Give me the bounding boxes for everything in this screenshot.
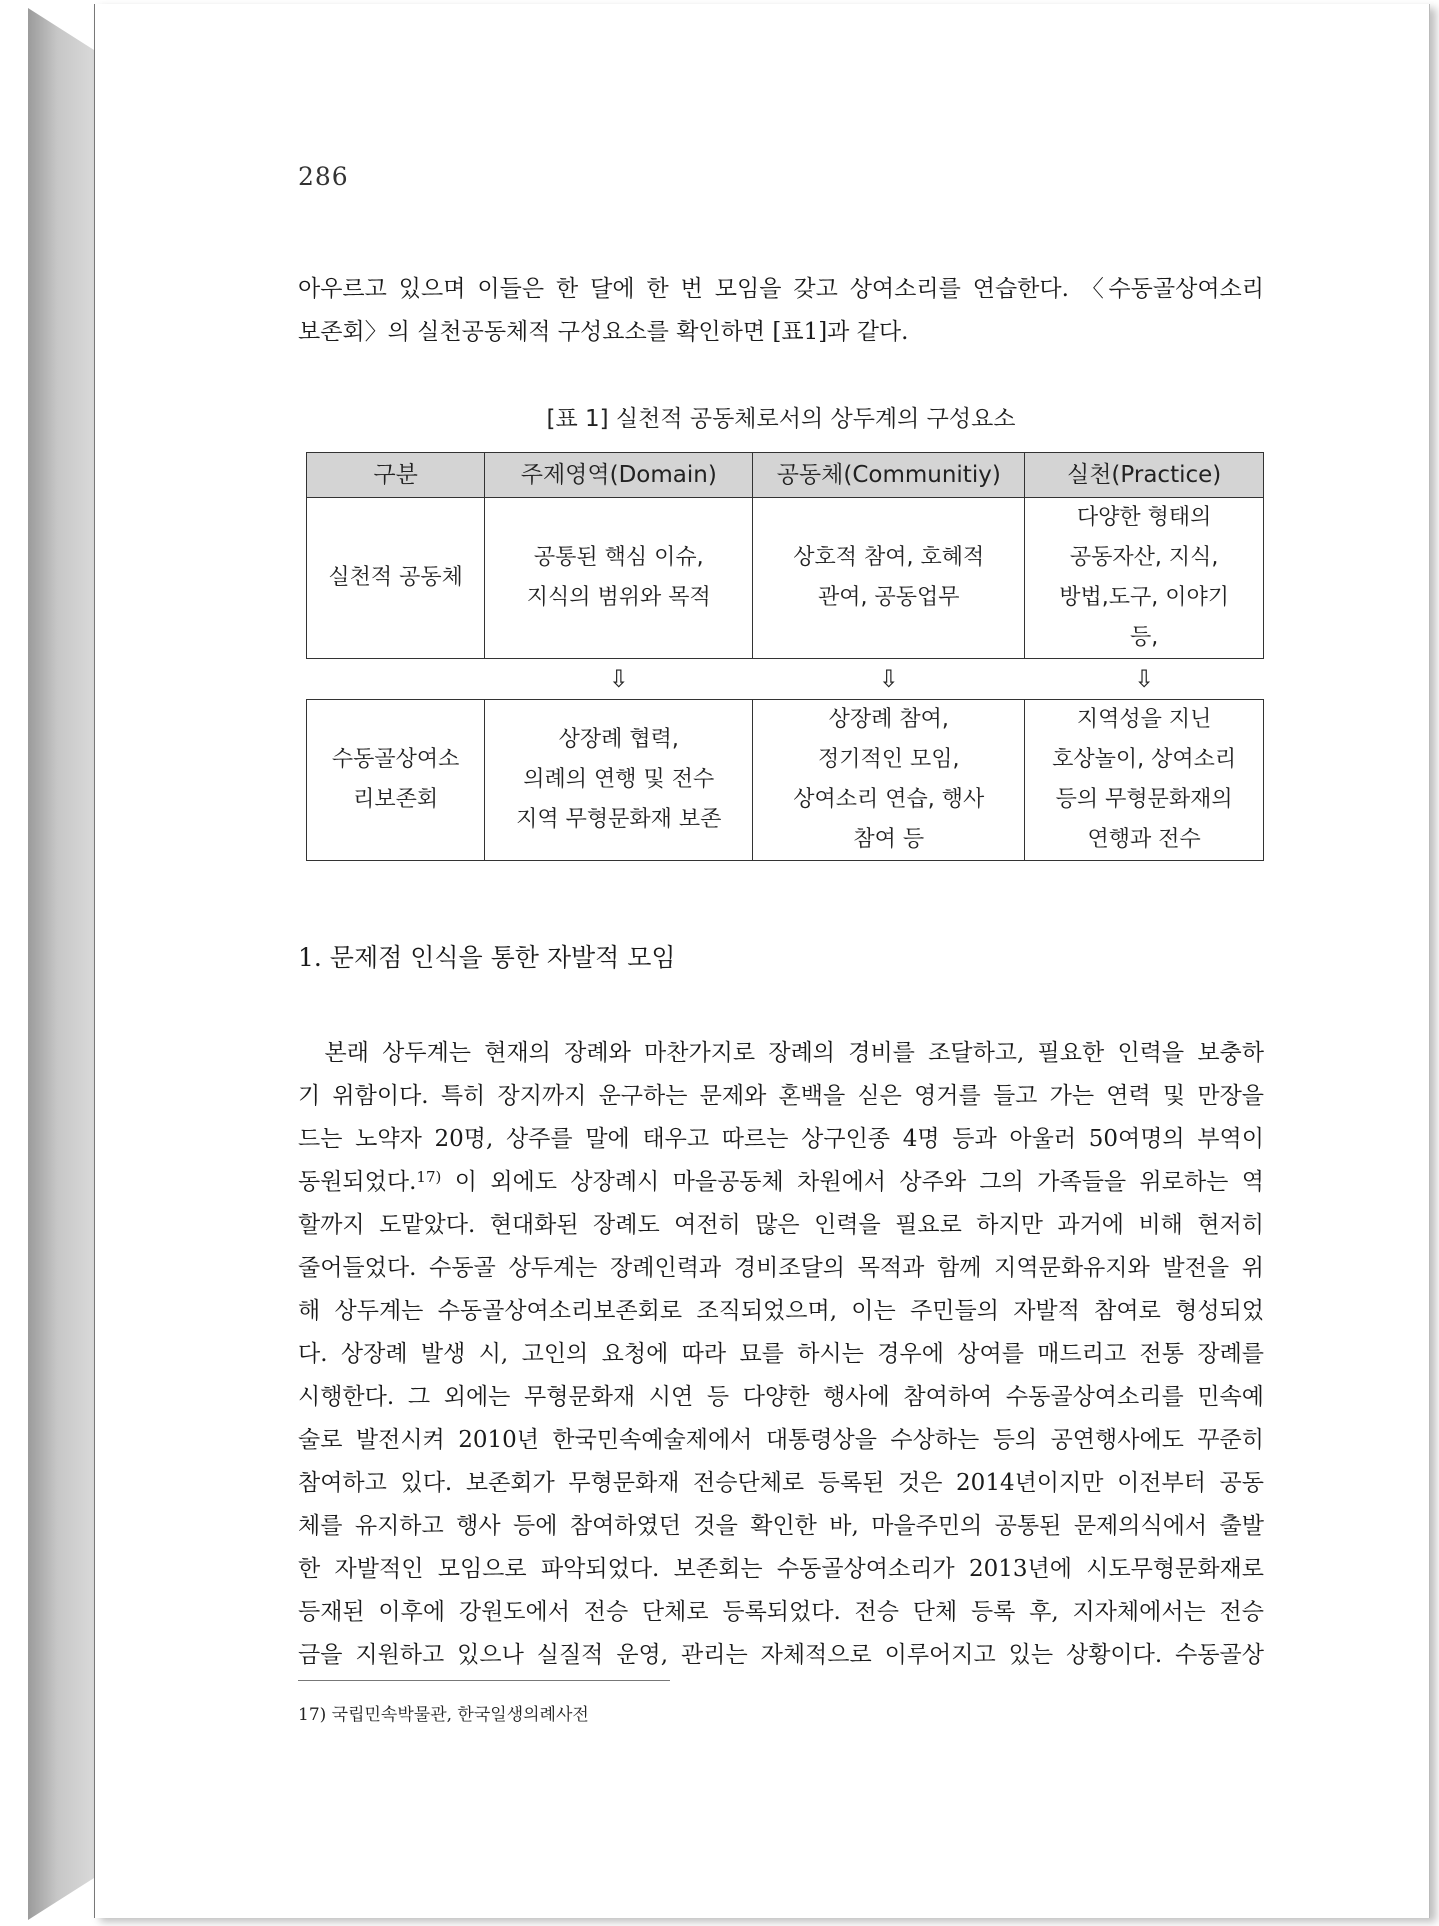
section-heading: 1. 문제점 인식을 통한 자발적 모임 [298, 943, 676, 972]
table-caption: [표 1] 실천적 공동체로서의 상두계의 구성요소 [546, 406, 1016, 432]
body-line: 드는 노약자 20명, 상주를 말에 태우고 따르는 상구인종 4명 등과 아울러 50여명의 부역이 [298, 1126, 1264, 1152]
footnote-divider [298, 1680, 670, 1681]
spine-bottom-corner [28, 1878, 94, 1920]
cell-line: 공통된 핵심 이슈, [533, 545, 704, 570]
cell-line: 등의 무형문화재의 [1055, 787, 1233, 812]
page-number: 286 [298, 162, 349, 191]
header-domain: 주제영역(Domain) [485, 453, 753, 498]
cell-community [753, 498, 1025, 659]
cell-domain [485, 498, 753, 659]
components-table [306, 452, 1264, 861]
down-arrow-icon: ⇩ [1025, 659, 1264, 700]
cell-domain [485, 700, 753, 861]
cell-line: 지식의 범위와 목적 [526, 585, 711, 610]
body-line: 다. 상장례 발생 시, 고인의 요청에 따라 묘를 하시는 경우에 상여를 매드리고 전통 장례를 [298, 1341, 1264, 1367]
arrow-blank [307, 659, 485, 700]
cell-line: 지역 무형문화재 보존 [516, 807, 722, 832]
body-line: 해 상두계는 수동골상여소리보존회로 조직되었으며, 이는 주민들의 자발적 참여로 형성되었 [298, 1298, 1264, 1324]
header-community: 공동체(Communitiy) [753, 453, 1025, 498]
cell-line: 의례의 연행 및 전수 [523, 767, 715, 792]
header-category: 구분 [307, 453, 485, 498]
intro-paragraph [298, 268, 1264, 354]
cell-line: 지역성을 지닌 [1076, 707, 1212, 732]
footnote: 17) 국립민속박물관, 한국일생의례사전 [298, 1705, 589, 1725]
table-header-row [307, 453, 1264, 498]
spine-top-corner [28, 8, 94, 50]
table-row [307, 498, 1264, 659]
intro-line: 보존회〉의 실천공동체적 구성요소를 확인하면 [표1]과 같다. [298, 319, 909, 345]
cell-line: 리보존회 [353, 787, 439, 812]
cell-line: 등, [1130, 625, 1159, 650]
cell-line: 상여소리 연습, 행사 [793, 787, 985, 812]
body-line: 등재된 이후에 강원도에서 전승 단체로 등록되었다. 전승 단체 등록 후, 지자체에서는 전승 [298, 1599, 1264, 1625]
body-line: 금을 지원하고 있으나 실질적 운영, 관리는 자체적으로 이루어지고 있는 상황이다. 수동골상 [298, 1642, 1264, 1668]
body-text: 이 외에도 상장례시 마을공동체 차원에서 상주와 그의 가족들을 위로하는 역 [441, 1169, 1264, 1195]
cell-line: 상호적 참여, 호혜적 [793, 545, 985, 570]
body-line-with-footnote [298, 1161, 1264, 1204]
body-line: 술로 발전시켜 2010년 한국민속예술제에서 대통령상을 수상하는 등의 공연행사에도 꾸준히 [298, 1427, 1264, 1453]
cell-line: 공동자산, 지식, [1069, 545, 1219, 570]
down-arrow-icon: ⇩ [753, 659, 1025, 700]
row-label-practice-community: 실천적 공동체 [307, 498, 485, 659]
cell-line: 연행과 전수 [1087, 827, 1201, 852]
body-line: 할까지 도맡았다. 현대화된 장례도 여전히 많은 인력을 필요로 하지만 과거에 비해 현저히 [298, 1212, 1264, 1238]
cell-line: 정기적인 모임, [818, 747, 960, 772]
cell-line: 상장례 협력, [558, 727, 679, 752]
cell-line: 다양한 형태의 [1076, 505, 1212, 530]
cell-line: 관여, 공동업무 [818, 585, 960, 610]
body-line: 한 자발적인 모임으로 파악되었다. 보존회는 수동골상여소리가 2013년에 시도무형문화재로 [298, 1556, 1264, 1582]
body-line: 줄어들었다. 수동골 상두계는 장례인력과 경비조달의 목적과 함께 지역문화유지와 발전을 위 [298, 1255, 1264, 1281]
body-text: 동원되었다. [298, 1169, 417, 1195]
book-spine [28, 8, 94, 1920]
footnote-reference: 17) [416, 1168, 442, 1186]
cell-community [753, 700, 1025, 861]
body-line: 기 위함이다. 특히 장지까지 운구하는 문제와 혼백을 싣은 영거를 들고 가는 연력 및 만장을 [298, 1083, 1264, 1109]
cell-practice [1025, 700, 1264, 861]
intro-line: 아우르고 있으며 이들은 한 달에 한 번 모임을 갖고 상여소리를 연습한다. 〈수동골상여소리 [298, 276, 1264, 302]
body-line: 참여하고 있다. 보존회가 무형문화재 전승단체로 등록된 것은 2014년이지만 이전부터 공동 [298, 1470, 1264, 1496]
body-paragraph [298, 1032, 1264, 1677]
header-practice: 실천(Practice) [1025, 453, 1264, 498]
cell-line: 수동골상여소 [331, 747, 460, 772]
cell-line: 방법,도구, 이야기 [1059, 585, 1229, 610]
row-label-preservation-society [307, 700, 485, 861]
cell-line: 상장례 참여, [828, 707, 949, 732]
body-line: 체를 유지하고 행사 등에 참여하였던 것을 확인한 바, 마을주민의 공통된 문제의식에서 출발 [298, 1513, 1264, 1539]
body-line: 본래 상두계는 현재의 장례와 마찬가지로 장례의 경비를 조달하고, 필요한 인력을 보충하 [298, 1040, 1264, 1066]
down-arrow-icon: ⇩ [485, 659, 753, 700]
cell-practice [1025, 498, 1264, 659]
body-line: 시행한다. 그 외에는 무형문화재 시연 등 다양한 행사에 참여하여 수동골상여소리를 민속예 [298, 1384, 1264, 1410]
cell-line: 호상놀이, 상여소리 [1052, 747, 1237, 772]
cell-line: 참여 등 [853, 827, 925, 852]
arrow-row [307, 659, 1264, 700]
table-row [307, 700, 1264, 861]
